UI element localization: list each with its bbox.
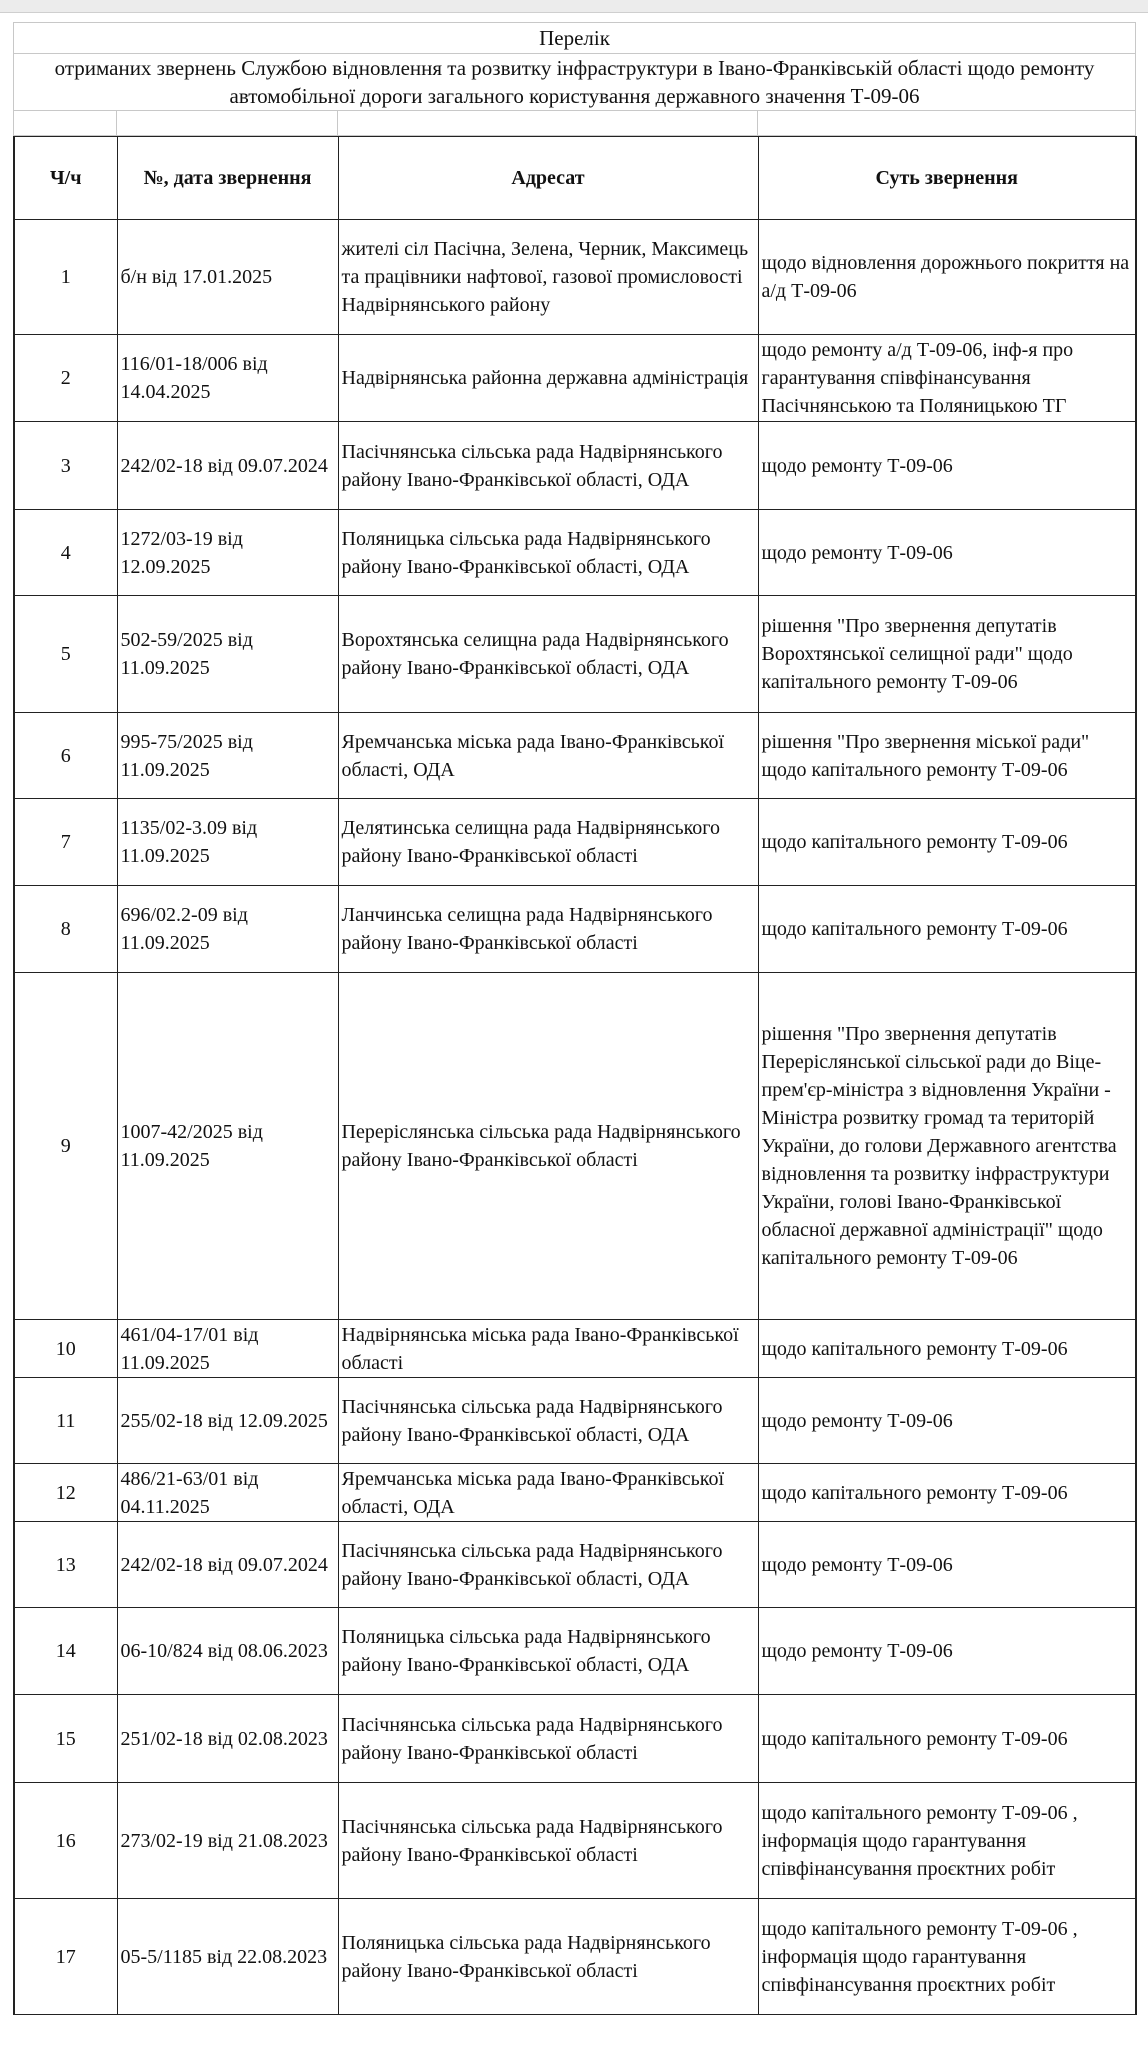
row-number: 14 — [14, 1608, 117, 1695]
row-essence: щодо капітального ремонту Т-09-06 — [758, 1464, 1136, 1522]
table-row — [14, 713, 1136, 799]
row-reference: 251/02-18 від 02.08.2023 — [117, 1695, 338, 1783]
table-row — [14, 220, 1136, 335]
row-number: 15 — [14, 1695, 117, 1783]
table-row — [14, 596, 1136, 713]
spacer-cell — [758, 111, 1136, 136]
row-addressee: Пасічнянська сільська рада Надвірнянського району Івано-Франківської області, ОДА — [338, 1522, 758, 1608]
row-addressee: Пасічнянська сільська рада Надвірнянського району Івано-Франківської області, ОДА — [338, 422, 758, 510]
row-number: 6 — [14, 713, 117, 799]
row-reference: 1135/02-3.09 від 11.09.2025 — [117, 799, 338, 886]
row-addressee: Пасічнянська сільська рада Надвірнянського району Івано-Франківської області, ОДА — [338, 1378, 758, 1464]
row-essence: рішення "Про звернення депутатів Ворохтянської селищної ради" щодо капітального ремонту Т-09-06 — [758, 596, 1136, 713]
row-essence: щодо ремонту Т-09-06 — [758, 510, 1136, 596]
row-reference: 1272/03-19 від 12.09.2025 — [117, 510, 338, 596]
spacer-cell — [338, 111, 758, 136]
row-number: 9 — [14, 973, 117, 1320]
column-header-essence: Суть звернення — [758, 137, 1136, 220]
row-addressee: Ланчинська селищна рада Надвірнянського району Івано-Франківської області — [338, 886, 758, 973]
row-number: 11 — [14, 1378, 117, 1464]
row-reference: 242/02-18 від 09.07.2024 — [117, 422, 338, 510]
row-reference: 502-59/2025 від 11.09.2025 — [117, 596, 338, 713]
row-addressee: Пасічнянська сільська рада Надвірнянського району Івано-Франківської області — [338, 1695, 758, 1783]
row-addressee: Делятинська селищна рада Надвірнянського району Івано-Франківської області — [338, 799, 758, 886]
row-reference: 696/02.2-09 від 11.09.2025 — [117, 886, 338, 973]
row-number: 3 — [14, 422, 117, 510]
row-essence: щодо капітального ремонту Т-09-06 — [758, 1320, 1136, 1378]
row-reference: б/н від 17.01.2025 — [117, 220, 338, 335]
row-addressee: Пасічнянська сільська рада Надвірнянського району Івано-Франківської області — [338, 1783, 758, 1899]
document-title: Перелік — [14, 23, 1136, 54]
column-header-number: Ч/ч — [14, 137, 117, 220]
row-addressee: Надвірнянська районна державна адміністрація — [338, 335, 758, 422]
row-number: 2 — [14, 335, 117, 422]
row-addressee: жителі сіл Пасічна, Зелена, Черник, Максимець та працівники нафтової, газової промисловості Надвірнянського району — [338, 220, 758, 335]
table-row — [14, 1378, 1136, 1464]
row-reference: 273/02-19 від 21.08.2023 — [117, 1783, 338, 1899]
row-reference: 05-5/1185 від 22.08.2023 — [117, 1899, 338, 2015]
row-essence: щодо капітального ремонту Т-09-06 , інформація щодо гарантування співфінансування проєктних робіт — [758, 1899, 1136, 2015]
row-reference: 461/04-17/01 від 11.09.2025 — [117, 1320, 338, 1378]
row-essence: рішення "Про звернення міської ради" щодо капітального ремонту Т-09-06 — [758, 713, 1136, 799]
row-addressee: Поляницька сільська рада Надвірнянського району Івано-Франківської області — [338, 1899, 758, 2015]
row-addressee: Яремчанська міська рада Івано-Франківської області, ОДА — [338, 1464, 758, 1522]
table-row — [14, 1522, 1136, 1608]
row-essence: щодо капітального ремонту Т-09-06 — [758, 886, 1136, 973]
row-essence: рішення "Про звернення депутатів Переріслянської сільської ради до Віце-прем'єр-міністра з відновлення України - Міністра розвитку громад та територій України, до голови Державного агентства відновлення та розвитку інфраструктури України, голові Івано-Франківської обласної державної адміністрації" щодо капітального ремонту Т-09-06 — [758, 973, 1136, 1320]
table-row — [14, 422, 1136, 510]
document-sheet — [13, 22, 1135, 2015]
row-reference: 06-10/824 від 08.06.2023 — [117, 1608, 338, 1695]
row-reference: 255/02-18 від 12.09.2025 — [117, 1378, 338, 1464]
row-addressee: Поляницька сільська рада Надвірнянського району Івано-Франківської області, ОДА — [338, 510, 758, 596]
row-reference: 242/02-18 від 09.07.2024 — [117, 1522, 338, 1608]
row-number: 8 — [14, 886, 117, 973]
document-header — [13, 22, 1136, 136]
row-addressee: Надвірнянська міська рада Івано-Франківської області — [338, 1320, 758, 1378]
column-header-reference: №, дата звернення — [117, 137, 338, 220]
row-essence: щодо капітального ремонту Т-09-06 , інформація щодо гарантування співфінансування проєктних робіт — [758, 1783, 1136, 1899]
row-number: 17 — [14, 1899, 117, 2015]
row-essence: щодо відновлення дорожнього покриття на а/д Т-09-06 — [758, 220, 1136, 335]
row-addressee: Яремчанська міська рада Івано-Франківської області, ОДА — [338, 713, 758, 799]
row-essence: щодо капітального ремонту Т-09-06 — [758, 799, 1136, 886]
row-addressee: Ворохтянська селищна рада Надвірнянського району Івано-Франківської області, ОДА — [338, 596, 758, 713]
row-number: 4 — [14, 510, 117, 596]
table-row — [14, 886, 1136, 973]
table-row — [14, 799, 1136, 886]
row-essence: щодо капітального ремонту Т-09-06 — [758, 1695, 1136, 1783]
table-row — [14, 335, 1136, 422]
row-addressee: Поляницька сільська рада Надвірнянського району Івано-Франківської області, ОДА — [338, 1608, 758, 1695]
row-essence: щодо ремонту Т-09-06 — [758, 1522, 1136, 1608]
row-number: 12 — [14, 1464, 117, 1522]
window-top-bar — [0, 0, 1148, 13]
table-row — [14, 1464, 1136, 1522]
row-number: 1 — [14, 220, 117, 335]
row-number: 16 — [14, 1783, 117, 1899]
document-subtitle: отриманих звернень Службою відновлення та розвитку інфраструктури в Івано-Франківській області щодо ремонту автомобільної дороги загального користування державного значення Т-09-06 — [14, 54, 1136, 111]
row-essence: щодо ремонту Т-09-06 — [758, 1378, 1136, 1464]
table-row — [14, 1320, 1136, 1378]
row-essence: щодо ремонту а/д Т-09-06, інф-я про гарантування співфінансування Пасічнянською та Поляницькою ТГ — [758, 335, 1136, 422]
spacer-cell — [14, 111, 117, 136]
spacer-cell — [117, 111, 338, 136]
row-reference: 995-75/2025 від 11.09.2025 — [117, 713, 338, 799]
table-row — [14, 1695, 1136, 1783]
row-number: 7 — [14, 799, 117, 886]
column-header-addressee: Адресат — [338, 137, 758, 220]
table-row — [14, 1783, 1136, 1899]
row-reference: 116/01-18/006 від 14.04.2025 — [117, 335, 338, 422]
row-essence: щодо ремонту Т-09-06 — [758, 1608, 1136, 1695]
row-number: 13 — [14, 1522, 117, 1608]
row-reference: 1007-42/2025 від 11.09.2025 — [117, 973, 338, 1320]
row-reference: 486/21-63/01 від 04.11.2025 — [117, 1464, 338, 1522]
row-number: 10 — [14, 1320, 117, 1378]
row-addressee: Переріслянська сільська рада Надвірнянського району Івано-Франківської області — [338, 973, 758, 1320]
row-essence: щодо ремонту Т-09-06 — [758, 422, 1136, 510]
row-number: 5 — [14, 596, 117, 713]
table-row — [14, 510, 1136, 596]
appeals-table — [13, 136, 1137, 2015]
table-row — [14, 973, 1136, 1320]
table-row — [14, 1899, 1136, 2015]
table-header-row — [14, 137, 1136, 220]
table-row — [14, 1608, 1136, 1695]
